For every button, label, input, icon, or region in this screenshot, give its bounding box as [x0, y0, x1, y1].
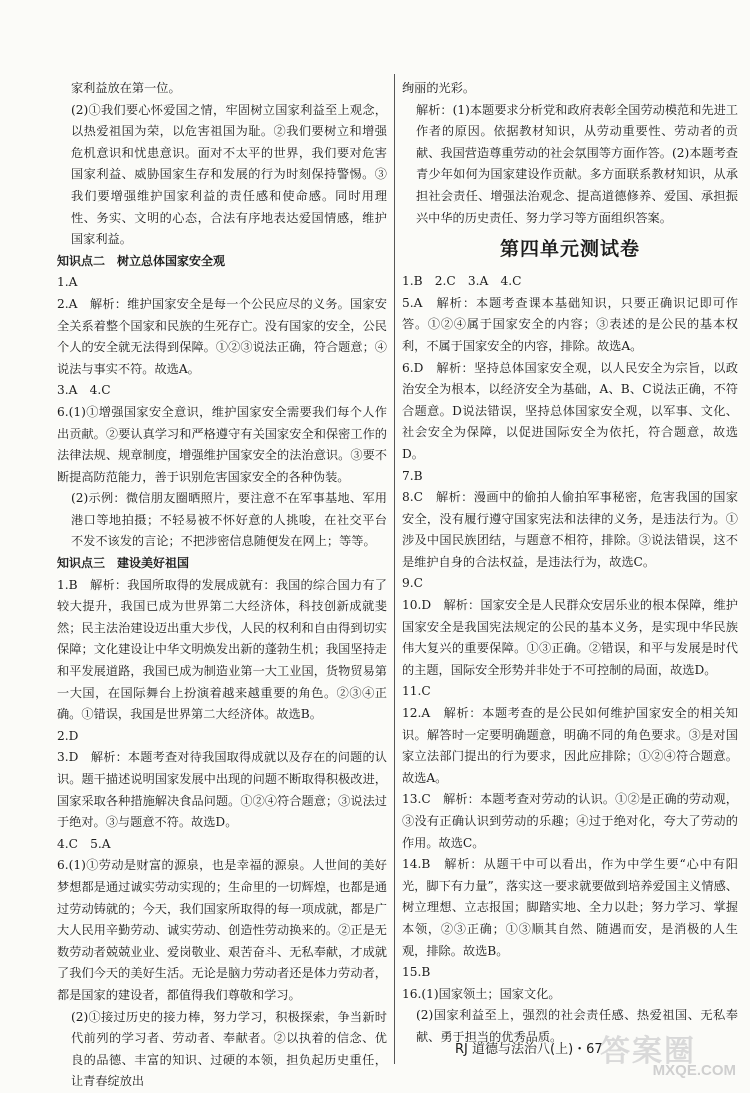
answer-paragraph: 6.(1)①增强国家安全意识，维护国家安全需要我们每个人作出贡献。②要认真学习和严格遵守有关国家安全和保密工作的法律法规、规章制度，增强维护国家安全的法治意识。③要不断提高防范能力，善于识别危害国家安全的各种伪装。 [57, 404, 387, 484]
answer-paragraph: 绚丽的光彩。 [402, 81, 476, 95]
answer-paragraph: 15.B [402, 965, 431, 980]
watermark-logo [586, 1026, 736, 1080]
answer-paragraph: 11.C [402, 684, 431, 699]
answer-paragraph: 4.C 5.A [57, 836, 111, 851]
section-heading: 第四单元测试卷 [499, 238, 640, 261]
page-footer: RJ 道德与法治八(上)・67 [455, 1042, 603, 1057]
answer-paragraph: 14.B 解析：从题干中可以看出，作为中学生要“心中有阳光，脚下有力量”，落实这一要求就要做到培养爱国主义情感、树立理想、立志报国；脚踏实地、全力以赴；努力学习、掌握本领，②③正确；①③顺其自然、随遇而安，是消极的人生观，排除。故选B。 [402, 857, 738, 958]
answer-paragraph: 2.D [57, 728, 79, 743]
answer-paragraph: 16.(1)国家领土；国家文化。 [402, 986, 561, 1001]
answer-paragraph: (2)国家利益至上，强烈的社会责任感、热爱祖国、无私奉献、勇于担当的优秀品质。 [416, 1008, 738, 1044]
answer-paragraph: 12.A 解析：本题考查的是公民如何维护国家安全的相关知识。解答时一定要明确题意，明确不同的角色要求。③是对国家立法部门提出的行为要求，因此应排除；①②④符合题意。故选A。 [402, 706, 738, 785]
answer-paragraph: 3.D 解析：本题考查对待我国取得成就以及存在的问题的认识。题干描述说明国家发展中出现的问题不断取得积极改进，国家采取各种措施解决食品问题。①②④符合题意；③说法过于绝对。③与题意不符。故选D。 [57, 750, 387, 830]
knowledge-point-heading: 知识点二 树立总体国家安全观 [57, 253, 226, 268]
answer-paragraph: 7.B [402, 468, 423, 483]
answer-paragraph: 6.(1)①劳动是财富的源泉，也是幸福的源泉。人世间的美好梦想都是通过诚实劳动实现的；生命里的一切辉煌，也都是通过劳动铸就的；今天，我们国家所取得的每一项成就，都是广大人民用辛勤劳动、诚实劳动、创造性劳动换来的。②正是无数劳动者兢兢业业、爱岗敬业、艰苦奋斗、无私奉献，才成就了我们今天的美好生活。无论是脑力劳动者还是体力劳动者，都是国家的建设者，都值得我们尊敬和学习。 [57, 858, 387, 1002]
answer-paragraph: 13.C 解析：本题考查对劳动的认识。①②是正确的劳动观，③没有正确认识到劳动的乐趣；④过于绝对化，夸大了劳动的作用。故选C。 [402, 792, 738, 850]
knowledge-point-heading: 知识点三 建设美好祖国 [57, 556, 190, 571]
answer-paragraph: (2)示例：微信朋友圈晒照片，要注意不在军事基地、军用港口等地拍摄；不轻易被不怀好意的人挑唆，在社交平台不发不该发的言论；不把涉密信息随便发在网上；等等。 [71, 491, 387, 549]
answer-paragraph: 解析：(1)本题要求分析党和政府表彰全国劳动模范和先进工作者的原因。依据教材知识，从劳动重要性、劳动者的贡献、我国营造尊重劳动的社会氛围等方面作答。(2)本题考查青少年如何为国家建设作贡献。多方面联系教材知识，从承担社会责任、增强法治观念、提高道德修养、爱国、承担振兴中华的历史责任、努力学习等方面组织答案。 [416, 102, 738, 225]
answer-paragraph: 8.C 解析：漫画中的偷拍人偷拍军事秘密，危害我国的国家安全，没有履行遵守国家宪法和法律的义务，是违法行为。①涉及中国民族团结，与题意不相符，排除。③说法错误，这不是维护自身的合法权益，是违法行为，故选C。 [402, 490, 738, 569]
answer-paragraph: 9.C [402, 576, 423, 591]
answer-paragraph: 2.A 解析：维护国家安全是每一个公民应尽的义务。国家安全关系着整个国家和民族的生死存亡。没有国家的安全，公民个人的安全就无法得到保障。①②③说法正确，符合题意；④说法与事实不符。故选A。 [57, 296, 387, 376]
answer-paragraph: 6.D 解析：坚持总体国家安全观，以人民安全为宗旨，以政治安全为根本，以经济安全为基础，A、B、C说法正确，不符合题意。D说法错误，坚持总体国家安全观，以军事、文化、社会安全为保障，以促进国际安全为依托，符合题意，故选D。 [402, 360, 738, 461]
answer-paragraph: 5.A 解析：本题考查课本基础知识，只要正确识记即可作答。①②④属于国家安全的内容；③表述的是公民的基本权利，不属于国家安全的内容，排除。故选A。 [402, 295, 738, 353]
answer-paragraph: 家利益放在第一位。 [71, 81, 181, 95]
answer-paragraph: 3.A 4.C [57, 383, 111, 398]
answer-paragraph: 1.B 解析：我国所取得的发展成就有：我国的综合国力有了较大提升，我国已成为世界第二大经济体，科技创新成就斐然；民主法治建设迈出重大步伐，人民的权利和自由得到切实保障；文化建设让中华文明焕发出新的蓬勃生机；我国坚持走和平发展道路，我国已成为制造业第一大工业国，货物贸易第一大国，在国际舞台上扮演着越来越重要的角色。②③④正确。①错误，我国是世界第二大经济体。故选B。 [57, 577, 387, 722]
watermark-line1: 答案圈 [600, 1034, 696, 1069]
watermark-line2: MXQE.COM [652, 1062, 736, 1079]
answer-paragraph: 1.A [57, 275, 78, 290]
column-divider [394, 74, 395, 1064]
answer-paragraph: 1.B 2.C 3.A 4.C [402, 274, 522, 289]
right-column [402, 78, 738, 1049]
answer-paragraph: 10.D 解析：国家安全是人民群众安居乐业的根本保障，维护国家安全是我国宪法规定的公民的基本义务，是实现中华民族伟大复兴的重要保障。①③正确。②错误，和平与发展是时代的主题，国际安全形势并非处于不可控制的局面，故选D。 [402, 598, 738, 677]
answer-paragraph: (2)①接过历史的接力棒，努力学习，积极探索，争当新时代前列的学习者、劳动者、奉献者。②以执着的信念、优良的品德、丰富的知识、过硬的本领，担负起历史重任，让青春绽放出 [71, 1009, 387, 1089]
answer-paragraph: (2)①我们要心怀爱国之情，牢固树立国家利益至上观念，以热爱祖国为荣，以危害祖国为耻。②我们要树立和增强危机意识和忧患意识。面对不太平的世界，我们要对危害国家利益、威胁国家生存和发展的行为时刻保持警惕。③我们要增强维护国家利益的责任感和使命感。同时用理性、务实、文明的心态，合法有序地表达爱国情感，维护国家利益。 [71, 102, 387, 247]
left-column [57, 78, 387, 1093]
